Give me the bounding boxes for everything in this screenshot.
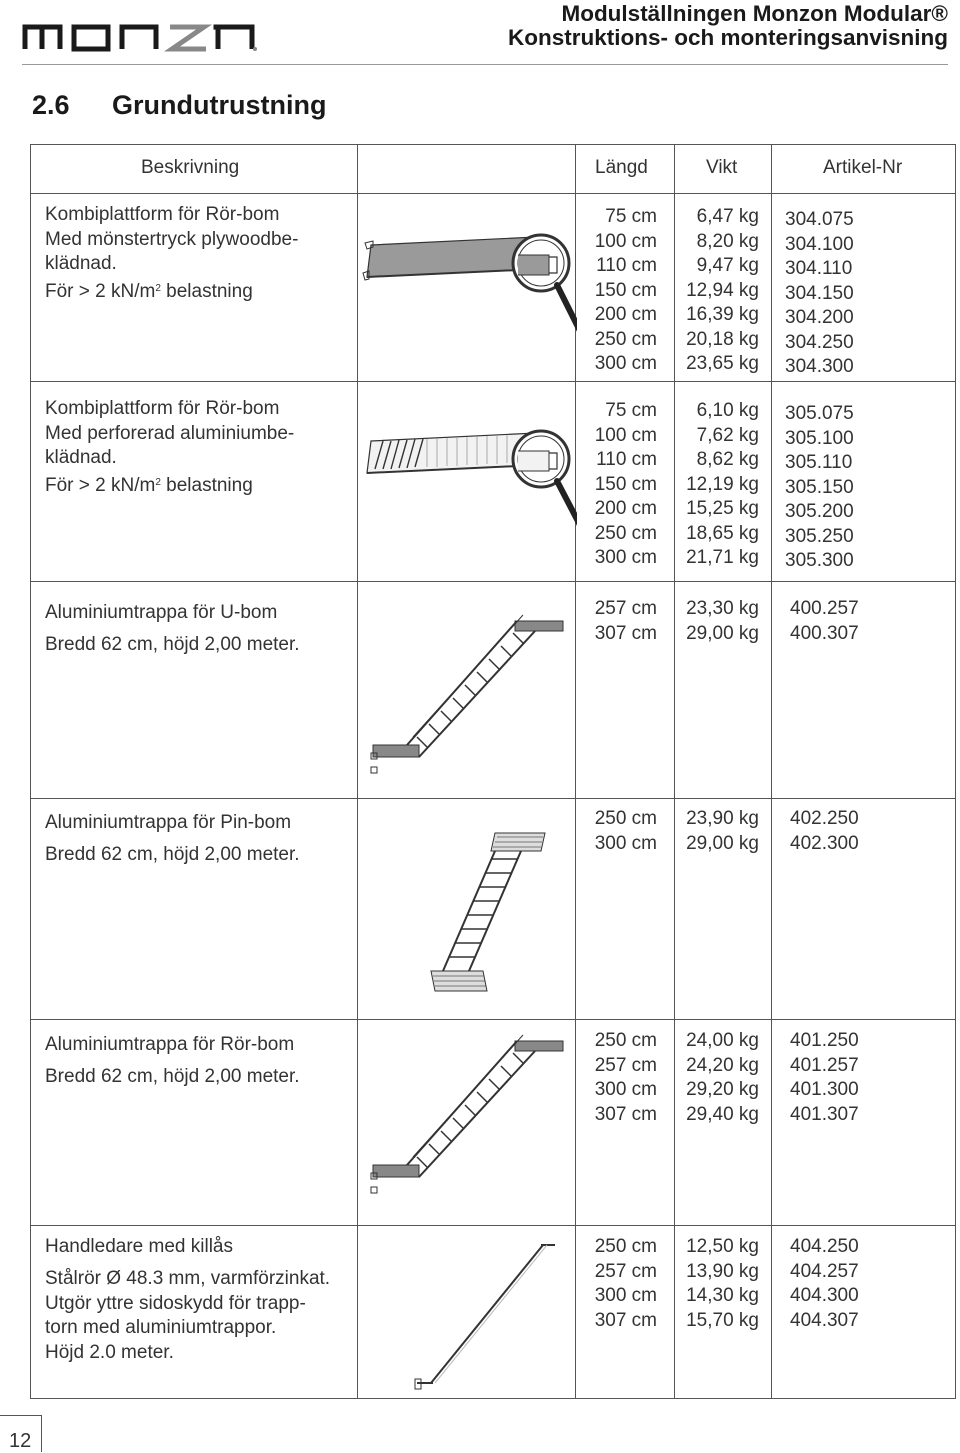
length-value: 75 cm [579,205,657,230]
weight-value: 23,65 kg [677,352,759,377]
article-number: 305.150 [785,476,854,501]
weight-value: 12,50 kg [677,1235,759,1260]
weight-value: 29,00 kg [677,832,759,857]
article-number: 305.200 [785,500,854,525]
article-number: 404.307 [790,1309,859,1334]
article-number: 305.300 [785,549,854,574]
weight-value: 20,18 kg [677,328,759,353]
stair-u-ledger-illustration [367,607,567,787]
row-description [45,597,300,661]
article-number: 402.250 [790,807,859,832]
article-number: 305.250 [785,525,854,550]
column-header-weight: Vikt [706,157,737,179]
section-number: 2.6 [32,90,112,121]
weight-value: 29,20 kg [677,1078,759,1103]
header-title-line1: Modulställningen Monzon Modular® [508,2,948,26]
weight-value: 12,19 kg [677,473,759,498]
weight-value: 16,39 kg [677,303,759,328]
row-description [45,203,298,301]
row-divider [31,798,955,799]
page-number: 12 [0,1415,42,1452]
column-header-article: Artikel-Nr [823,157,902,179]
weight-list [677,597,759,646]
length-list [579,399,657,571]
row-description [45,1235,330,1365]
row-description [45,397,294,495]
row-divider [31,1019,955,1020]
weight-value: 23,30 kg [677,597,759,622]
description-line: Utgör yttre sidoskydd för trapp- [45,1292,330,1317]
column-divider [771,145,772,1398]
description-line: Aluminiumtrappa för Rör-bom [45,1029,300,1061]
article-list [785,402,854,574]
length-value: 250 cm [579,1235,657,1260]
article-number: 305.100 [785,427,854,452]
article-number: 304.300 [785,355,854,380]
length-value: 307 cm [579,622,657,647]
weight-value: 21,71 kg [677,546,759,571]
length-value: 100 cm [579,230,657,255]
row-description [45,807,300,871]
weight-list [677,399,759,571]
article-number: 304.100 [785,233,854,258]
article-number: 304.075 [785,208,854,233]
weight-value: 12,94 kg [677,279,759,304]
length-value: 257 cm [579,1054,657,1079]
load-rating: För > 2 $kN/m^2$ belastning [45,277,298,302]
row-divider [31,193,955,194]
weight-list [677,1235,759,1333]
article-number: 401.307 [790,1103,859,1128]
weight-value: 24,20 kg [677,1054,759,1079]
length-value: 75 cm [579,399,657,424]
article-number: 401.300 [790,1078,859,1103]
monzon-logo [22,22,258,52]
length-value: 257 cm [579,1260,657,1285]
length-value: 307 cm [579,1103,657,1128]
weight-value: 7,62 kg [677,424,759,449]
equipment-table [30,144,956,1399]
weight-list [677,205,759,377]
length-value: 250 cm [579,1029,657,1054]
description-line: Med mönstertryck plywoodbe- [45,228,298,253]
article-number: 404.257 [790,1260,859,1285]
stair-tube-ledger-illustration [367,1027,567,1207]
length-value: 150 cm [579,473,657,498]
row-divider [31,1225,955,1226]
weight-list [677,1029,759,1127]
weight-value: 8,20 kg [677,230,759,255]
weight-value: 24,00 kg [677,1029,759,1054]
length-value: 200 cm [579,497,657,522]
article-number: 304.200 [785,306,854,331]
description-line: Handledare med killås [45,1235,330,1267]
description-line: Aluminiumtrappa för Pin-bom [45,807,300,839]
row-divider [31,581,955,582]
column-header-description: Beskrivning [141,157,239,179]
length-value: 257 cm [579,597,657,622]
article-number: 400.257 [790,597,859,622]
section-name: Grundutrustning [112,90,326,120]
weight-value: 23,90 kg [677,807,759,832]
length-value: 150 cm [579,279,657,304]
description-line: Bredd 62 cm, höjd 2,00 meter. [45,629,300,661]
description-line: torn med aluminiumtrappor. [45,1316,330,1341]
handrail-illustration [393,1233,573,1401]
load-rating: För > 2 $kN/m^2$ belastning [45,471,294,496]
article-number: 400.307 [790,622,859,647]
length-value: 250 cm [579,807,657,832]
weight-value: 14,30 kg [677,1284,759,1309]
column-divider [674,145,675,1398]
length-value: 300 cm [579,546,657,571]
description-line: Med perforerad aluminiumbe- [45,422,294,447]
length-value: 100 cm [579,424,657,449]
weight-value: 15,70 kg [677,1309,759,1334]
length-value: 110 cm [579,448,657,473]
description-line: Stålrör Ø 48.3 mm, varmförzinkat. [45,1267,330,1292]
article-list [790,1029,859,1127]
article-number: 305.075 [785,402,854,427]
description-line: klädnad. [45,446,294,471]
length-value: 250 cm [579,522,657,547]
length-value: 300 cm [579,1284,657,1309]
description-line: klädnad. [45,252,298,277]
length-list [579,205,657,377]
description-line: Kombiplattform för Rör-bom [45,203,298,228]
weight-value: 13,90 kg [677,1260,759,1285]
weight-list [677,807,759,856]
article-number: 401.250 [790,1029,859,1054]
platform-perforated-illustration [361,419,577,529]
description-line: Kombiplattform för Rör-bom [45,397,294,422]
article-list [790,807,859,856]
length-list [579,1029,657,1127]
platform-plywood-illustration [361,225,577,335]
article-list [790,597,859,646]
header-title-line2: Konstruktions- och monteringsanvisning [508,26,948,50]
article-list [790,1235,859,1333]
length-value: 250 cm [579,328,657,353]
length-value: 307 cm [579,1309,657,1334]
length-value: 200 cm [579,303,657,328]
description-line: Höjd 2.0 meter. [45,1341,330,1366]
weight-value: 18,65 kg [677,522,759,547]
weight-value: 29,40 kg [677,1103,759,1128]
weight-value: 6,47 kg [677,205,759,230]
article-list [785,208,854,380]
article-number: 304.250 [785,331,854,356]
article-number: 305.110 [785,451,854,476]
weight-value: 9,47 kg [677,254,759,279]
row-description [45,1029,300,1093]
description-line: Bredd 62 cm, höjd 2,00 meter. [45,1061,300,1093]
length-value: 110 cm [579,254,657,279]
document-header [508,2,948,50]
article-number: 304.110 [785,257,854,282]
column-divider [357,145,358,1398]
stair-pin-ledger-illustration [395,821,575,1011]
article-number: 402.300 [790,832,859,857]
section-title [32,90,326,121]
article-number: 404.250 [790,1235,859,1260]
article-number: 401.257 [790,1054,859,1079]
article-number: 304.150 [785,282,854,307]
weight-value: 6,10 kg [677,399,759,424]
header-rule [22,64,948,65]
description-line: Bredd 62 cm, höjd 2,00 meter. [45,839,300,871]
length-value: 300 cm [579,352,657,377]
length-list [579,807,657,856]
weight-value: 15,25 kg [677,497,759,522]
description-line: Aluminiumtrappa för U-bom [45,597,300,629]
length-list [579,1235,657,1333]
weight-value: 8,62 kg [677,448,759,473]
weight-value: 29,00 kg [677,622,759,647]
length-value: 300 cm [579,832,657,857]
article-number: 404.300 [790,1284,859,1309]
row-divider [31,381,955,382]
length-value: 300 cm [579,1078,657,1103]
column-header-length: Längd [595,157,648,179]
length-list [579,597,657,646]
